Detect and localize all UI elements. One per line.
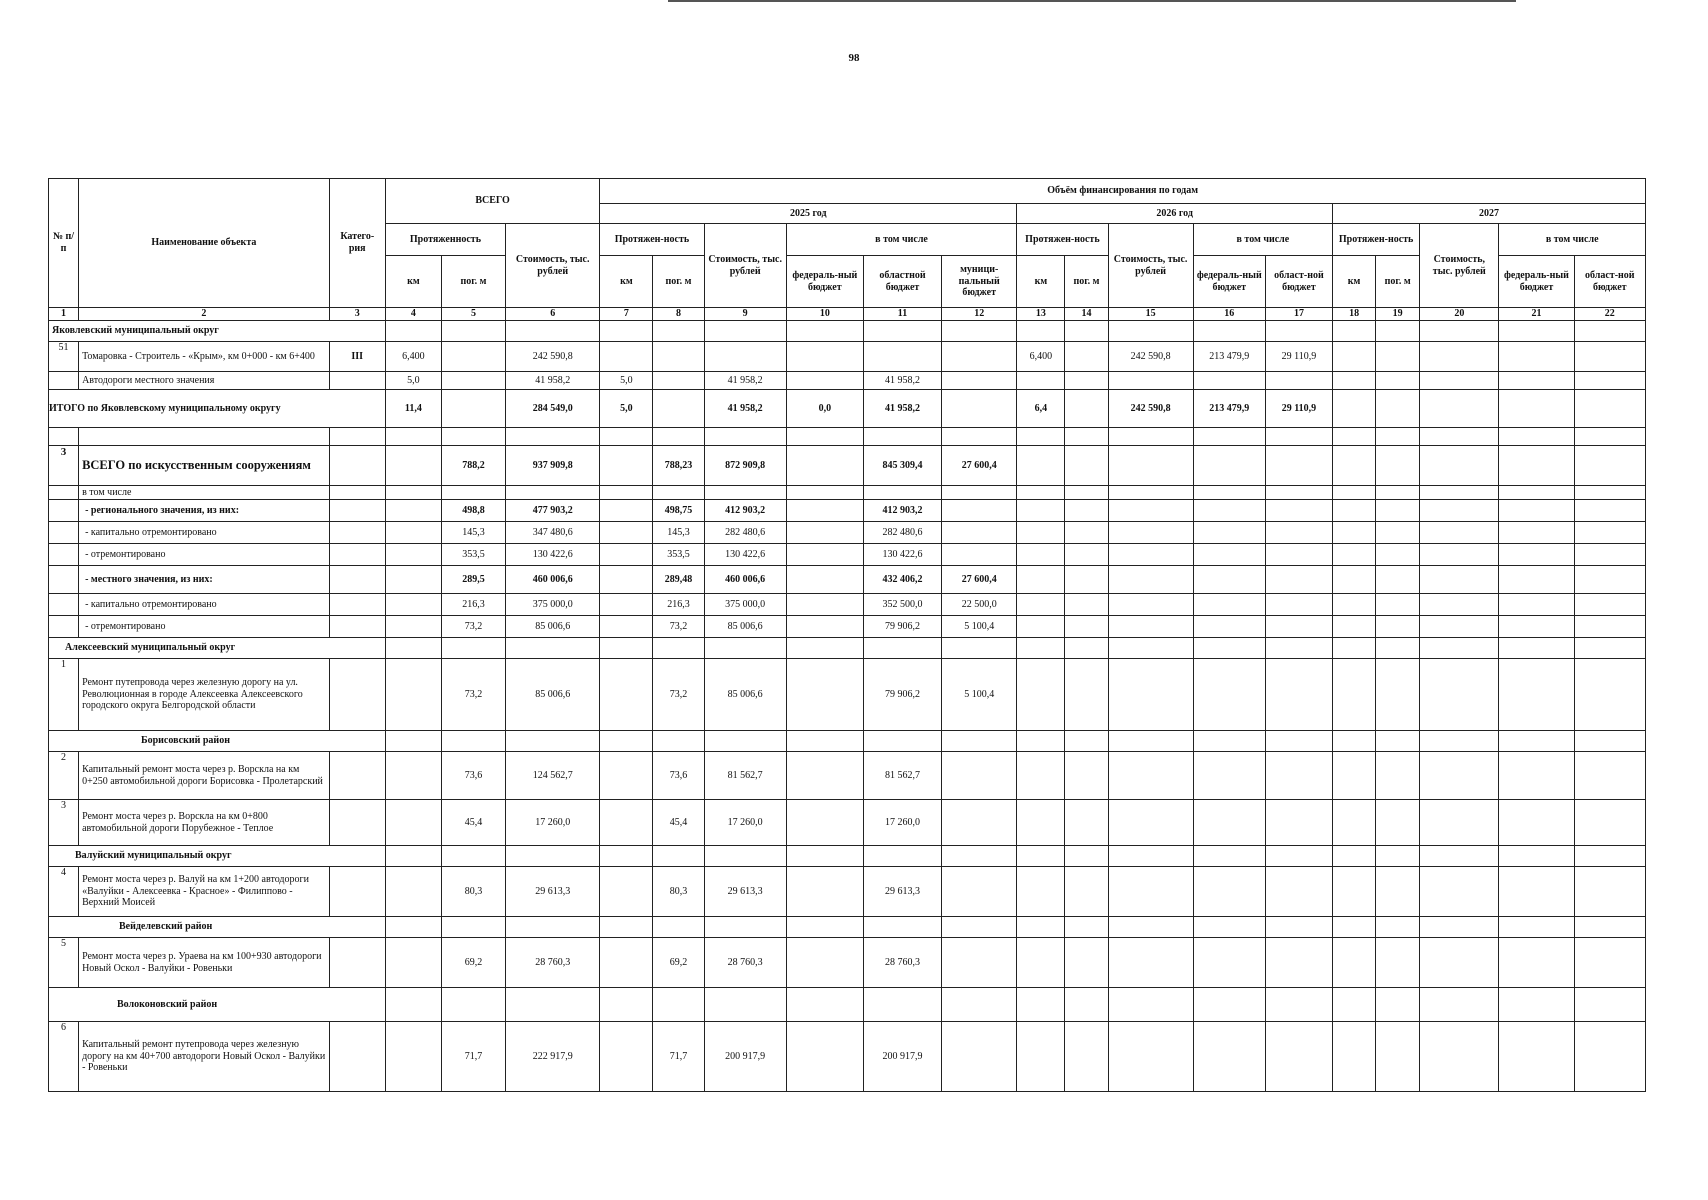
col-number: 4 [385,308,441,321]
pog-m-2025: 45,4 [653,800,704,846]
table-row [49,616,1646,638]
col-number: 16 [1193,308,1265,321]
object-name: Ремонт моста через р. Валуй на км 1+200 автодороги «Валуйки - Алексеевка - Красное» - Филиппово - Верхний Моисей [79,867,330,917]
total-km: 11,4 [385,390,441,428]
pog-m-2025: 73,6 [653,752,704,800]
row-index: 6 [49,1022,79,1092]
total-row-yakovlevsky [49,390,1646,428]
regional-2025: 79 906,2 [863,659,941,731]
object-name: - местного значения, из них: [79,566,330,594]
col-number: 1 [49,308,79,321]
cost-2025: 17 260,0 [704,800,786,846]
col-number: 21 [1499,308,1574,321]
header-2025-incl: в том числе [786,224,1017,256]
header-2025-regional: областной бюджет [863,256,941,308]
header-2026-federal: федераль-ный бюджет [1193,256,1265,308]
km-2026: 6,4 [1017,390,1065,428]
cost-2025: 282 480,6 [704,522,786,544]
header-total-cost: Стоимость, тыс. рублей [506,224,600,308]
pog-m-2025: 353,5 [653,544,704,566]
total-cost: 130 422,6 [506,544,600,566]
table-row [49,544,1646,566]
header-2026-regional: област-ной бюджет [1265,256,1332,308]
regional-2025: 41 958,2 [863,372,941,390]
regional-2025: 130 422,6 [863,544,941,566]
cost-2025: 81 562,7 [704,752,786,800]
regional-2025: 412 903,2 [863,500,941,522]
regional-2025: 282 480,6 [863,522,941,544]
total-pog-m: 73,2 [441,616,505,638]
col-number: 5 [441,308,505,321]
total-cost: 222 917,9 [506,1022,600,1092]
municipal-2025: 5 100,4 [942,616,1017,638]
object-name: Ремонт путепровода через железную дорогу на ул. Революционная в городе Алексеевка Алексеевского городского округа Белгородской области [79,659,330,731]
category: III [329,342,385,372]
header-2027-federal: федераль-ный бюджет [1499,256,1574,308]
total-pog-m: 216,3 [441,594,505,616]
col-number: 2 [79,308,330,321]
regional-2025: 845 309,4 [863,446,941,486]
header-2027-incl: в том числе [1499,224,1646,256]
total-pog-m: 69,2 [441,938,505,988]
object-name: Капитальный ремонт моста через р. Ворскла на км 0+250 автомобильной дороги Борисовка - Пролетарский [79,752,330,800]
table-row [49,867,1646,917]
section-title: Борисовский район [49,731,386,752]
col-number: 8 [653,308,704,321]
col-number: 22 [1574,308,1645,321]
regional-2025: 432 406,2 [863,566,941,594]
regional-2025: 17 260,0 [863,800,941,846]
header-num: № п/п [49,179,79,308]
header-total: ВСЕГО [385,179,600,224]
header-2026-cost: Стоимость, тыс. рублей [1108,224,1193,308]
total-cost: 284 549,0 [506,390,600,428]
km-2025: 5,0 [600,372,653,390]
row-index: 2 [49,752,79,800]
header-2025-length: Протяжен-ность [600,224,704,256]
object-name: Ремонт моста через р. Ворскла на км 0+800 автомобильной дороги Порубежное - Теплое [79,800,330,846]
total-cost: 375 000,0 [506,594,600,616]
header-2025-federal: федераль-ный бюджет [786,256,863,308]
col-number: 6 [506,308,600,321]
total-cost: 124 562,7 [506,752,600,800]
col-number: 19 [1376,308,1420,321]
row-index: 5 [49,938,79,988]
header-2027: 2027 [1333,204,1646,224]
table-row [49,594,1646,616]
regional-2025: 79 906,2 [863,616,941,638]
financing-table [48,178,1646,1092]
table-row [49,342,1646,372]
col-number: 10 [786,308,863,321]
section-title: Яковлевский муниципальный округ [49,321,386,342]
header-2027-length: Протяжен-ность [1333,224,1420,256]
cost-2025: 460 006,6 [704,566,786,594]
header-2026: 2026 год [1017,204,1333,224]
regional-2025: 29 613,3 [863,867,941,917]
header-pog-m: пог. м [441,256,505,308]
regional-2026: 29 110,9 [1265,390,1332,428]
total-pog-m: 498,8 [441,500,505,522]
total-km: 5,0 [385,372,441,390]
section-row-valuysky [49,846,1646,867]
column-number-row [49,308,1646,321]
object-name: Капитальный ремонт путепровода через железную дорогу на км 40+700 автодороги Новый Оскол - Валуйки - Ровеньки [79,1022,330,1092]
total-label: ВСЕГО по искусственным сооружениям [79,446,330,486]
municipal-2025: 27 600,4 [942,446,1017,486]
total-cost: 460 006,6 [506,566,600,594]
col-number: 7 [600,308,653,321]
cost-2025: 28 760,3 [704,938,786,988]
table-row [49,800,1646,846]
object-name: Томаровка - Строитель - «Крым», км 0+000 - км 6+400 [79,342,330,372]
section-row-borisovsky [49,731,1646,752]
table-row [49,500,1646,522]
total-row-artificial [49,446,1646,486]
cost-2025: 130 422,6 [704,544,786,566]
cost-2026: 242 590,8 [1108,390,1193,428]
regional-2025: 41 958,2 [863,390,941,428]
total-cost: 41 958,2 [506,372,600,390]
section-title: Валуйский муниципальный округ [49,846,386,867]
pog-m-2025: 289,48 [653,566,704,594]
pog-m-2025: 73,2 [653,659,704,731]
object-name: Ремонт моста через р. Ураева на км 100+930 автодороги Новый Оскол - Валуйки - Ровеньки [79,938,330,988]
header-2025-municipal: муници-пальный бюджет [942,256,1017,308]
header-km: км [385,256,441,308]
header-2026-km: км [1017,256,1065,308]
spacer-row [49,428,1646,446]
km-2026: 6,400 [1017,342,1065,372]
total-cost: 347 480,6 [506,522,600,544]
section-title: Вейделевский район [49,917,386,938]
table-row [49,522,1646,544]
total-cost: 242 590,8 [506,342,600,372]
col-number: 13 [1017,308,1065,321]
cost-2025: 872 909,8 [704,446,786,486]
cost-2026: 242 590,8 [1108,342,1193,372]
header-2026-incl: в том числе [1193,224,1332,256]
header-2027-cost: Стоимость, тыс. рублей [1420,224,1499,308]
incl-label: в том числе [79,486,330,500]
total-cost: 29 613,3 [506,867,600,917]
col-number: 18 [1333,308,1376,321]
col-number: 14 [1065,308,1108,321]
regional-2025: 200 917,9 [863,1022,941,1092]
header-2027-km: км [1333,256,1376,308]
header-name: Наименование объекта [79,179,330,308]
cost-2025: 375 000,0 [704,594,786,616]
pog-m-2025: 80,3 [653,867,704,917]
section-title: Волоконовский район [49,988,386,1022]
section-row-yakovlevsky [49,321,1646,342]
object-name: - капитально отремонтировано [79,594,330,616]
col-number: 3 [329,308,385,321]
row-index: 51 [49,342,79,372]
total-pog-m: 353,5 [441,544,505,566]
pog-m-2025: 69,2 [653,938,704,988]
object-name: - отремонтировано [79,616,330,638]
section-title: Алексеевский муниципальный округ [49,638,386,659]
page-number: 98 [848,52,860,64]
col-number: 12 [942,308,1017,321]
pog-m-2025: 498,75 [653,500,704,522]
header-2025-km: км [600,256,653,308]
municipal-2025: 27 600,4 [942,566,1017,594]
header-2025-cost: Стоимость, тыс. рублей [704,224,786,308]
total-pog-m: 145,3 [441,522,505,544]
table-row [49,372,1646,390]
table-row [49,938,1646,988]
total-pog-m: 73,2 [441,659,505,731]
table-row [49,659,1646,731]
col-number: 15 [1108,308,1193,321]
col-number: 20 [1420,308,1499,321]
federal-2025: 0,0 [786,390,863,428]
pog-m-2025: 145,3 [653,522,704,544]
incl-row [49,486,1646,500]
header-category: Катего-рия [329,179,385,308]
pog-m-2025: 216,3 [653,594,704,616]
total-cost: 477 903,2 [506,500,600,522]
total-pog-m: 788,2 [441,446,505,486]
cost-2025: 41 958,2 [704,390,786,428]
cost-2025: 29 613,3 [704,867,786,917]
row-index: 3 [49,800,79,846]
total-pog-m: 80,3 [441,867,505,917]
row-index: 4 [49,867,79,917]
pog-m-2025: 71,7 [653,1022,704,1092]
section-row-alekseevsky [49,638,1646,659]
table-row [49,566,1646,594]
total-label: ИТОГО по Яковлевскому муниципальному округу [49,390,386,428]
header-2027-pog-m: пог. м [1376,256,1420,308]
object-name: Автодороги местного значения [79,372,330,390]
cost-2025: 85 006,6 [704,659,786,731]
total-cost: 17 260,0 [506,800,600,846]
regional-2026: 29 110,9 [1265,342,1332,372]
cost-2025: 85 006,6 [704,616,786,638]
regional-2025: 28 760,3 [863,938,941,988]
object-name: - капитально отремонтировано [79,522,330,544]
total-cost: 937 909,8 [506,446,600,486]
total-cost: 85 006,6 [506,616,600,638]
km-2025: 5,0 [600,390,653,428]
header-2025-pog-m: пог. м [653,256,704,308]
regional-2025: 81 562,7 [863,752,941,800]
total-cost: 85 006,6 [506,659,600,731]
total-km: 6,400 [385,342,441,372]
cost-2025: 41 958,2 [704,372,786,390]
header-2026-pog-m: пог. м [1065,256,1108,308]
total-cost: 28 760,3 [506,938,600,988]
municipal-2025: 22 500,0 [942,594,1017,616]
top-rule [668,0,1516,2]
section-row-veydelevsky [49,917,1646,938]
table-row [49,1022,1646,1092]
col-number: 9 [704,308,786,321]
cost-2025: 200 917,9 [704,1022,786,1092]
federal-2026: 213 479,9 [1193,342,1265,372]
federal-2026: 213 479,9 [1193,390,1265,428]
col-number: 11 [863,308,941,321]
row-index: 1 [49,659,79,731]
total-pog-m: 289,5 [441,566,505,594]
header-2026-length: Протяжен-ность [1017,224,1108,256]
total-pog-m: 45,4 [441,800,505,846]
total-pog-m: 73,6 [441,752,505,800]
regional-2025: 352 500,0 [863,594,941,616]
section-row-volokonovsky [49,988,1646,1022]
header-total-length: Протяженность [385,224,505,256]
col-number: 17 [1265,308,1332,321]
header-financing: Объём финансирования по годам [600,179,1646,204]
row-index: 3 [49,446,79,486]
total-pog-m: 71,7 [441,1022,505,1092]
municipal-2025: 5 100,4 [942,659,1017,731]
cost-2025: 412 903,2 [704,500,786,522]
header-2025: 2025 год [600,204,1017,224]
pog-m-2025: 73,2 [653,616,704,638]
pog-m-2025: 788,23 [653,446,704,486]
header-2027-regional: област-ной бюджет [1574,256,1645,308]
object-name: - регионального значения, из них: [79,500,330,522]
object-name: - отремонтировано [79,544,330,566]
table-row [49,752,1646,800]
